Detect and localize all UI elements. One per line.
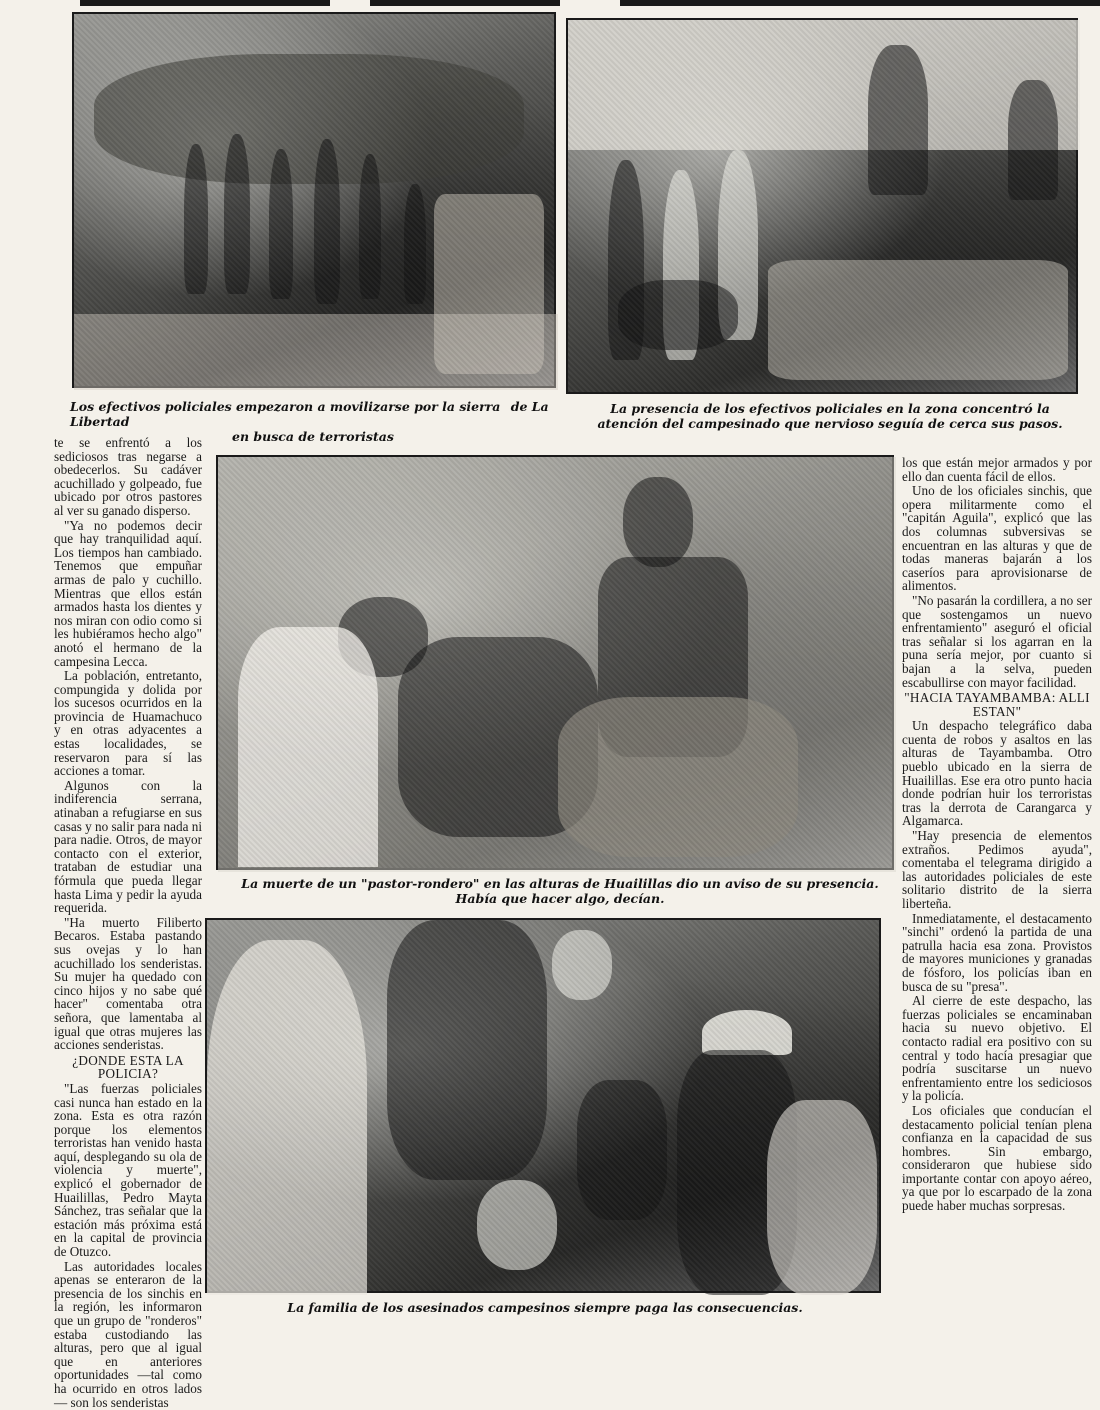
photo-pastor-rondero bbox=[216, 455, 894, 870]
left-paragraph: Las autoridades locales apenas se enteraron de la presencia de los sinchis en la región, les informaron que un grupo de "ronderos" estaba custodiando las alturas, pero que al igual que en anteriores oportunidades —tal como ha ocurrido en otros lados— son los senderistas bbox=[54, 1258, 202, 1410]
left-section-heading: ¿DONDE ESTA LA POLICIA? bbox=[72, 1052, 184, 1082]
photo-family-mourning bbox=[205, 918, 881, 1293]
right-text-column bbox=[902, 456, 1092, 1366]
left-paragraph: te se enfrentó a los sediciosos tras negarse a obedecerlos. Su cadáver acuchillado y golpeado, fue ubicado por otros pastores al ver su ganado disperso. bbox=[54, 435, 202, 518]
left-paragraph: "Las fuerzas policiales casi nunca han estado en la zona. Esta es otra razón porque los elementos terroristas han venido hasta aquí, desplegando su ola de violencia y muerte", explicó el gobernador de Huailillas, Pedro Mayta Sánchez, tras señalar que la estación más próxima está en la capital de provincia de Otuzco. bbox=[54, 1080, 202, 1260]
caption-police-march-region: de La Libertad bbox=[70, 399, 549, 429]
caption-police-in-village: La presencia de los efectivos policiales en la zona concentró la atención del campesinado que nervioso seguía de cerca sus pasos. bbox=[597, 401, 1063, 431]
left-paragraph: Algunos con la indiferencia serrana, atinaban a refugiarse en sus casas y no salir para nada ni para nadie. Otros, de mayor contacto con el exterior, trataban de estudiar una fórmula que pueda llegar hasta Lima y pedir la ayuda requerida. bbox=[54, 777, 202, 916]
right-paragraph: los que están mejor armados y por ello dan cuenta fácil de ellos. bbox=[902, 455, 1092, 484]
left-paragraph: La población, entretanto, compungida y dolida por los sucesos ocurridos en la provincia de Huamachuco y en otras adyacentes a estas localidades, se reservaron para sí las acciones a tomar. bbox=[54, 668, 202, 779]
right-paragraph: Un despacho telegráfico daba cuenta de robos y asaltos en las alturas de Tayambamba. Otro pueblo ubicado en la sierra de Huailillas. Ese era otro punto hacia donde podrían huir los terroristas tras la derrota de Carangarca y Algamarca. bbox=[902, 718, 1092, 829]
right-paragraph: Los oficiales que conducían el destacamento policial tenían plena confianza en la capacidad de sus hombres. Sin embargo, consideraron que hubiese sido importante contar con apoyo aéreo, ya que por lo escarpado de la zona puede haber muchas sorpresas. bbox=[902, 1102, 1092, 1214]
right-paragraph: "Hay presencia de elementos extraños. Pedimos ayuda", comentaba el telegrama dirigido a las autoridades policiales de este solitario distrito de la sierra liberteña. bbox=[902, 828, 1092, 911]
photo-police-march bbox=[72, 12, 556, 388]
left-paragraph: "Ha muerto Filiberto Becaros. Estaba pastando sus ovejas y lo han acuchillado los senderistas. Su mujer ha quedado con cinco hijos y no sabe qué hacer" comentaba otra señora, que lamentaba al igual que otras mujeres las acciones senderistas. bbox=[54, 914, 202, 1053]
right-section-heading: "HACIA TAYAMBAMBA: ALLI ESTAN" bbox=[904, 690, 1090, 719]
left-paragraph: "Ya no podemos decir que hay tranquilidad aquí. Los tiempos han cambiado. Tenemos que empuñar armas de palo y cuchillo. Mientras que ellos están armados hasta los dientes y nos miran con odio como si les hubiéramos hecho algo" anotó el hermano de la campesina Lecca. bbox=[54, 517, 202, 669]
page-top-edge-gap bbox=[330, 0, 370, 6]
caption-pastor-rondero: La muerte de un "pastor-rondero" en las alturas de Huailillas dio un aviso de su presencia. Había que hacer algo, decían. bbox=[241, 876, 879, 906]
right-paragraph: Al cierre de este despacho, las fuerzas policiales se encaminaban hacia su nuevo objetivo. El contacto radial era positivo con su central y todo hacía presagiar que podría suscitarse un nuevo enfrentamiento entre los sediciosos y la policía. bbox=[902, 993, 1092, 1104]
page-top-edge-gap bbox=[560, 0, 620, 6]
left-text-column bbox=[54, 435, 202, 1410]
caption-police-march-line1: Los efectivos policiales empezaron a movilizarse por la sierra bbox=[70, 399, 501, 414]
caption-police-march-line2: en busca de terroristas bbox=[232, 429, 394, 444]
right-paragraph: "No pasarán la cordillera, a no ser que sostengamos un nuevo enfrentamiento" aseguró el oficial tras señalar si los agarran en la puna sería mejor, por cuanto si bajan a la selva, pueden escabullirse con mayor facilidad. bbox=[902, 592, 1092, 690]
photo-police-in-village bbox=[566, 18, 1078, 394]
right-paragraph: Inmediatamente, el destacamento "sinchi" ordenó la partida de una patrulla hacia esa zona. Provistos de mayores municiones y granadas de fósforo, los policías iban en busca de su "presa". bbox=[902, 910, 1092, 994]
right-paragraph: Uno de los oficiales sinchis, que opera militarmente como el "capitán Aguila", explicó que las dos columnas subversivas se encuentran en las alturas y que de todas maneras bajarán a los caseríos para aprovisionarse de alimentos. bbox=[902, 483, 1092, 594]
caption-family-mourning: La familia de los asesinados campesinos siempre paga las consecuencias. bbox=[287, 1300, 803, 1315]
